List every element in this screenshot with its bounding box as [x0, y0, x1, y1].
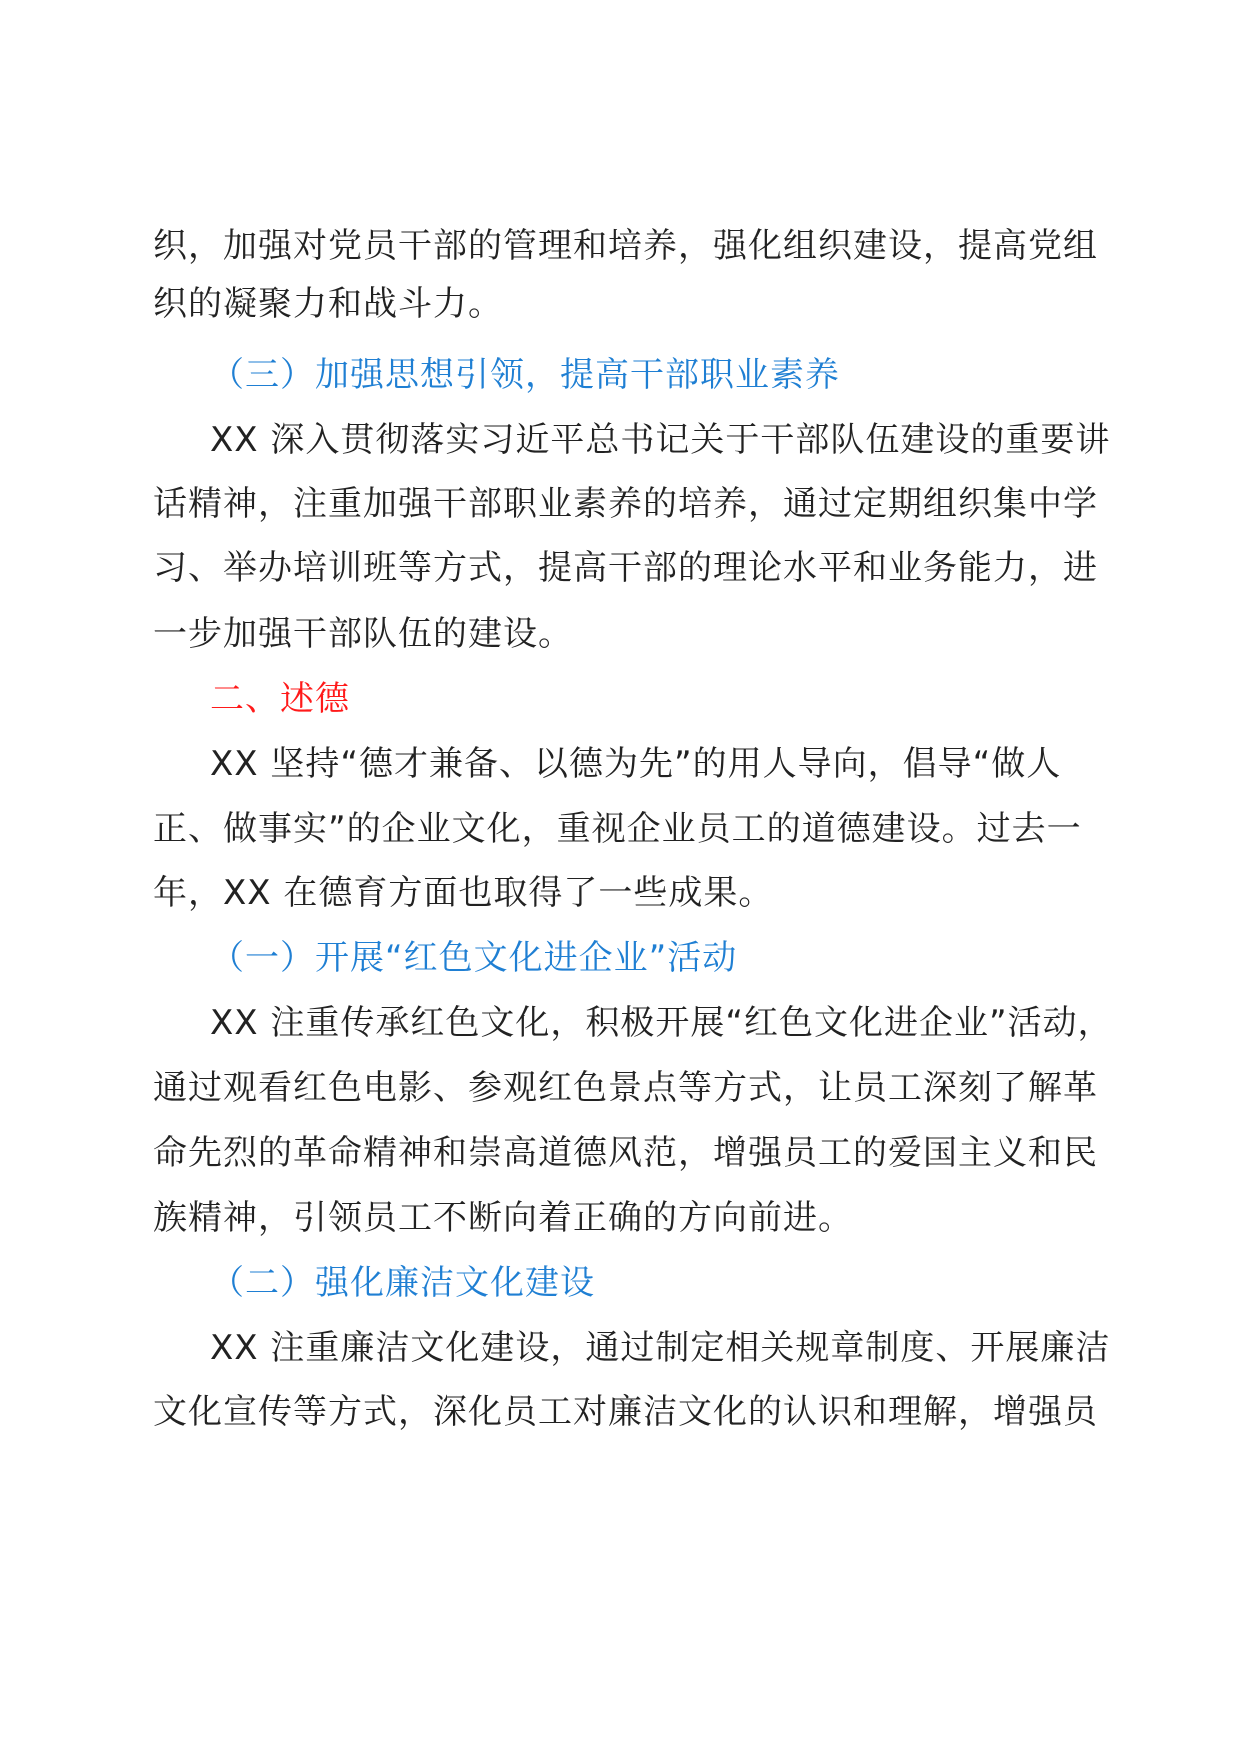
paragraph-line: XX 注重传承红色文化，积极开展“红色文化进企业”活动， — [210, 1003, 1113, 1043]
paragraph-line: 年，XX 在德育方面也取得了一些成果。 — [153, 873, 774, 913]
paragraph-line: 织的凝聚力和战斗力。 — [153, 284, 503, 324]
paragraph-line: 习、举办培训班等方式，提高干部的理论水平和业务能力，进 — [153, 548, 1098, 588]
paragraph-line: 一步加强干部队伍的建设。 — [153, 614, 573, 654]
paragraph-line: XX 坚持“德才兼备、以德为先”的用人导向，倡导“做人 — [210, 744, 1062, 784]
subheading-thought-guidance: （三）加强思想引领，提高干部职业素养 — [210, 355, 840, 395]
paragraph-line: 织，加强对党员干部的管理和培养，强化组织建设，提高党组 — [153, 226, 1098, 266]
paragraph-line: XX 深入贯彻落实习近平总书记关于干部队伍建设的重要讲 — [210, 420, 1111, 460]
paragraph-line: 命先烈的革命精神和崇高道德风范，增强员工的爱国主义和民 — [153, 1133, 1098, 1173]
paragraph-line: 话精神，注重加强干部职业素养的培养，通过定期组织集中学 — [153, 484, 1098, 524]
paragraph-line: 文化宣传等方式，深化员工对廉洁文化的认识和理解，增强员 — [153, 1392, 1098, 1432]
subheading-red-culture: （一）开展“红色文化进企业”活动 — [210, 938, 738, 978]
paragraph-line: 族精神，引领员工不断向着正确的方向前进。 — [153, 1198, 853, 1238]
paragraph-line: 正、做事实”的企业文化，重视企业员工的道德建设。过去一 — [153, 809, 1082, 849]
paragraph-line: 通过观看红色电影、参观红色景点等方式，让员工深刻了解革 — [153, 1068, 1098, 1108]
section-heading-morality: 二、述德 — [210, 679, 350, 719]
subheading-integrity-culture: （二）强化廉洁文化建设 — [210, 1263, 595, 1303]
paragraph-line: XX 注重廉洁文化建设，通过制定相关规章制度、开展廉洁 — [210, 1328, 1111, 1368]
